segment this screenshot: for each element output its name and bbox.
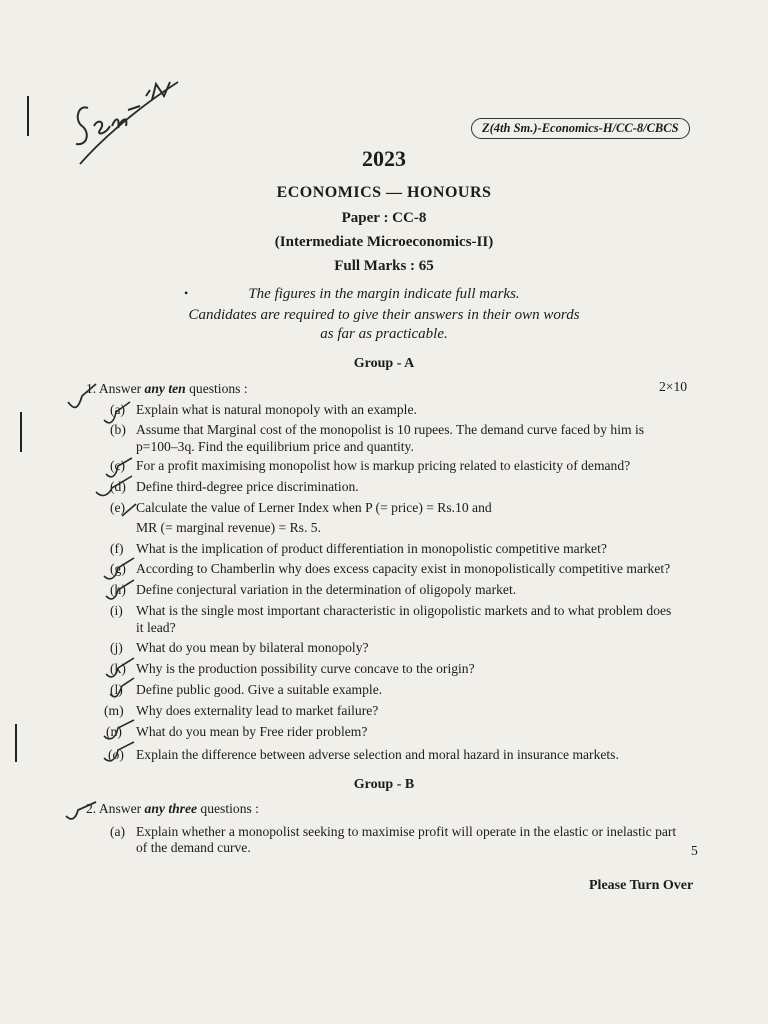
list-item: Assume that Marginal cost of the monopolist is 10 rupees. The demand curve faced by him is <box>136 422 645 437</box>
paper-code: Z(4th Sm.)-Economics-H/CC-8/CBCS <box>471 118 690 139</box>
list-item-continuation: MR (= marginal revenue) = Rs. 5. <box>136 520 321 535</box>
prompt-end: questions : <box>185 381 248 396</box>
prompt-emphasis: any three <box>144 801 198 816</box>
prompt-start: Answer <box>98 801 145 816</box>
item-label: (a) <box>110 824 126 839</box>
question-number: 1. <box>86 381 97 396</box>
full-marks: Full Marks : 65 <box>334 258 434 274</box>
list-item: Calculate the value of Lerner Index when P (= price) = Rs.10 and <box>136 500 492 515</box>
item-label: (l) <box>110 682 123 697</box>
margin-mark <box>20 412 22 452</box>
list-item: What do you mean by bilateral monopoly? <box>136 640 369 655</box>
item-label: (d) <box>110 479 126 494</box>
list-item: Define public good. Give a suitable example. <box>136 682 383 697</box>
item-label: (g) <box>110 561 126 576</box>
list-item-continuation: of the demand curve. <box>136 840 251 855</box>
list-item-continuation: it lead? <box>136 620 176 635</box>
group-a-title: Group - A <box>353 356 415 371</box>
question-1-marks: 2×10 <box>659 379 688 394</box>
list-item: Why does externality lead to market failure? <box>136 703 379 718</box>
margin-mark <box>27 96 29 136</box>
prompt-emphasis: any ten <box>144 381 186 396</box>
prompt-end: questions : <box>197 801 259 816</box>
item-label: (a) <box>110 402 126 417</box>
item-label: (j) <box>110 640 123 655</box>
item-label: (m) <box>104 703 124 718</box>
question-1-prompt <box>86 381 248 397</box>
exam-year: 2023 <box>362 146 406 171</box>
list-item: What is the single most important characteristic in oligopolistic markets and to what problem does <box>136 603 672 618</box>
list-item: What do you mean by Free rider problem? <box>136 724 368 739</box>
item-marks: 5 <box>691 843 698 858</box>
please-turn-over: Please Turn Over <box>589 878 694 893</box>
course-title: (Intermediate Microeconomics-II) <box>274 234 494 250</box>
item-label: (i) <box>110 603 123 618</box>
item-label: (b) <box>110 422 126 437</box>
list-item-continuation: p=100–3q. Find the equilibrium price and quantity. <box>136 439 414 454</box>
list-item: Why is the production possibility curve concave to the origin? <box>136 661 475 676</box>
list-item: What is the implication of product differentiation in monopolistic competitive market? <box>136 541 607 556</box>
question-number: 2. <box>86 801 97 816</box>
item-label: (o) <box>108 747 124 762</box>
prompt-start: Answer <box>98 381 145 396</box>
item-label: (e) <box>110 500 126 515</box>
list-item: Define third-degree price discrimination. <box>136 479 359 494</box>
instruction-bullet: • <box>184 286 189 300</box>
instruction-line-2: Candidates are required to give their answers in their own words <box>188 307 580 323</box>
question-2-prompt <box>86 801 259 817</box>
item-label: (k) <box>110 661 126 676</box>
list-item: Explain the difference between adverse selection and moral hazard in insurance markets. <box>136 747 619 762</box>
item-label: (f) <box>110 541 124 556</box>
list-item: Explain whether a monopolist seeking to maximise profit will operate in the elastic or inelastic part <box>136 824 677 839</box>
item-label: (n) <box>106 724 122 739</box>
list-item: Explain what is natural monopoly with an example. <box>136 402 417 417</box>
margin-mark <box>15 724 17 762</box>
list-item: For a profit maximising monopolist how is markup pricing related to elasticity of demand? <box>136 458 631 473</box>
subject-title: ECONOMICS — HONOURS <box>276 184 492 201</box>
paper-number: Paper : CC-8 <box>341 210 427 226</box>
list-item: According to Chamberlin why does excess capacity exist in monopolistically competitive market? <box>136 561 671 576</box>
group-b-title: Group - B <box>353 777 415 792</box>
list-item: Define conjectural variation in the determination of oligopoly market. <box>136 582 517 597</box>
instruction-line-1: The figures in the margin indicate full marks. <box>248 286 520 302</box>
item-label: (h) <box>110 582 126 597</box>
instruction-line-3: as far as practicable. <box>320 326 448 342</box>
item-label: (c) <box>110 458 126 473</box>
